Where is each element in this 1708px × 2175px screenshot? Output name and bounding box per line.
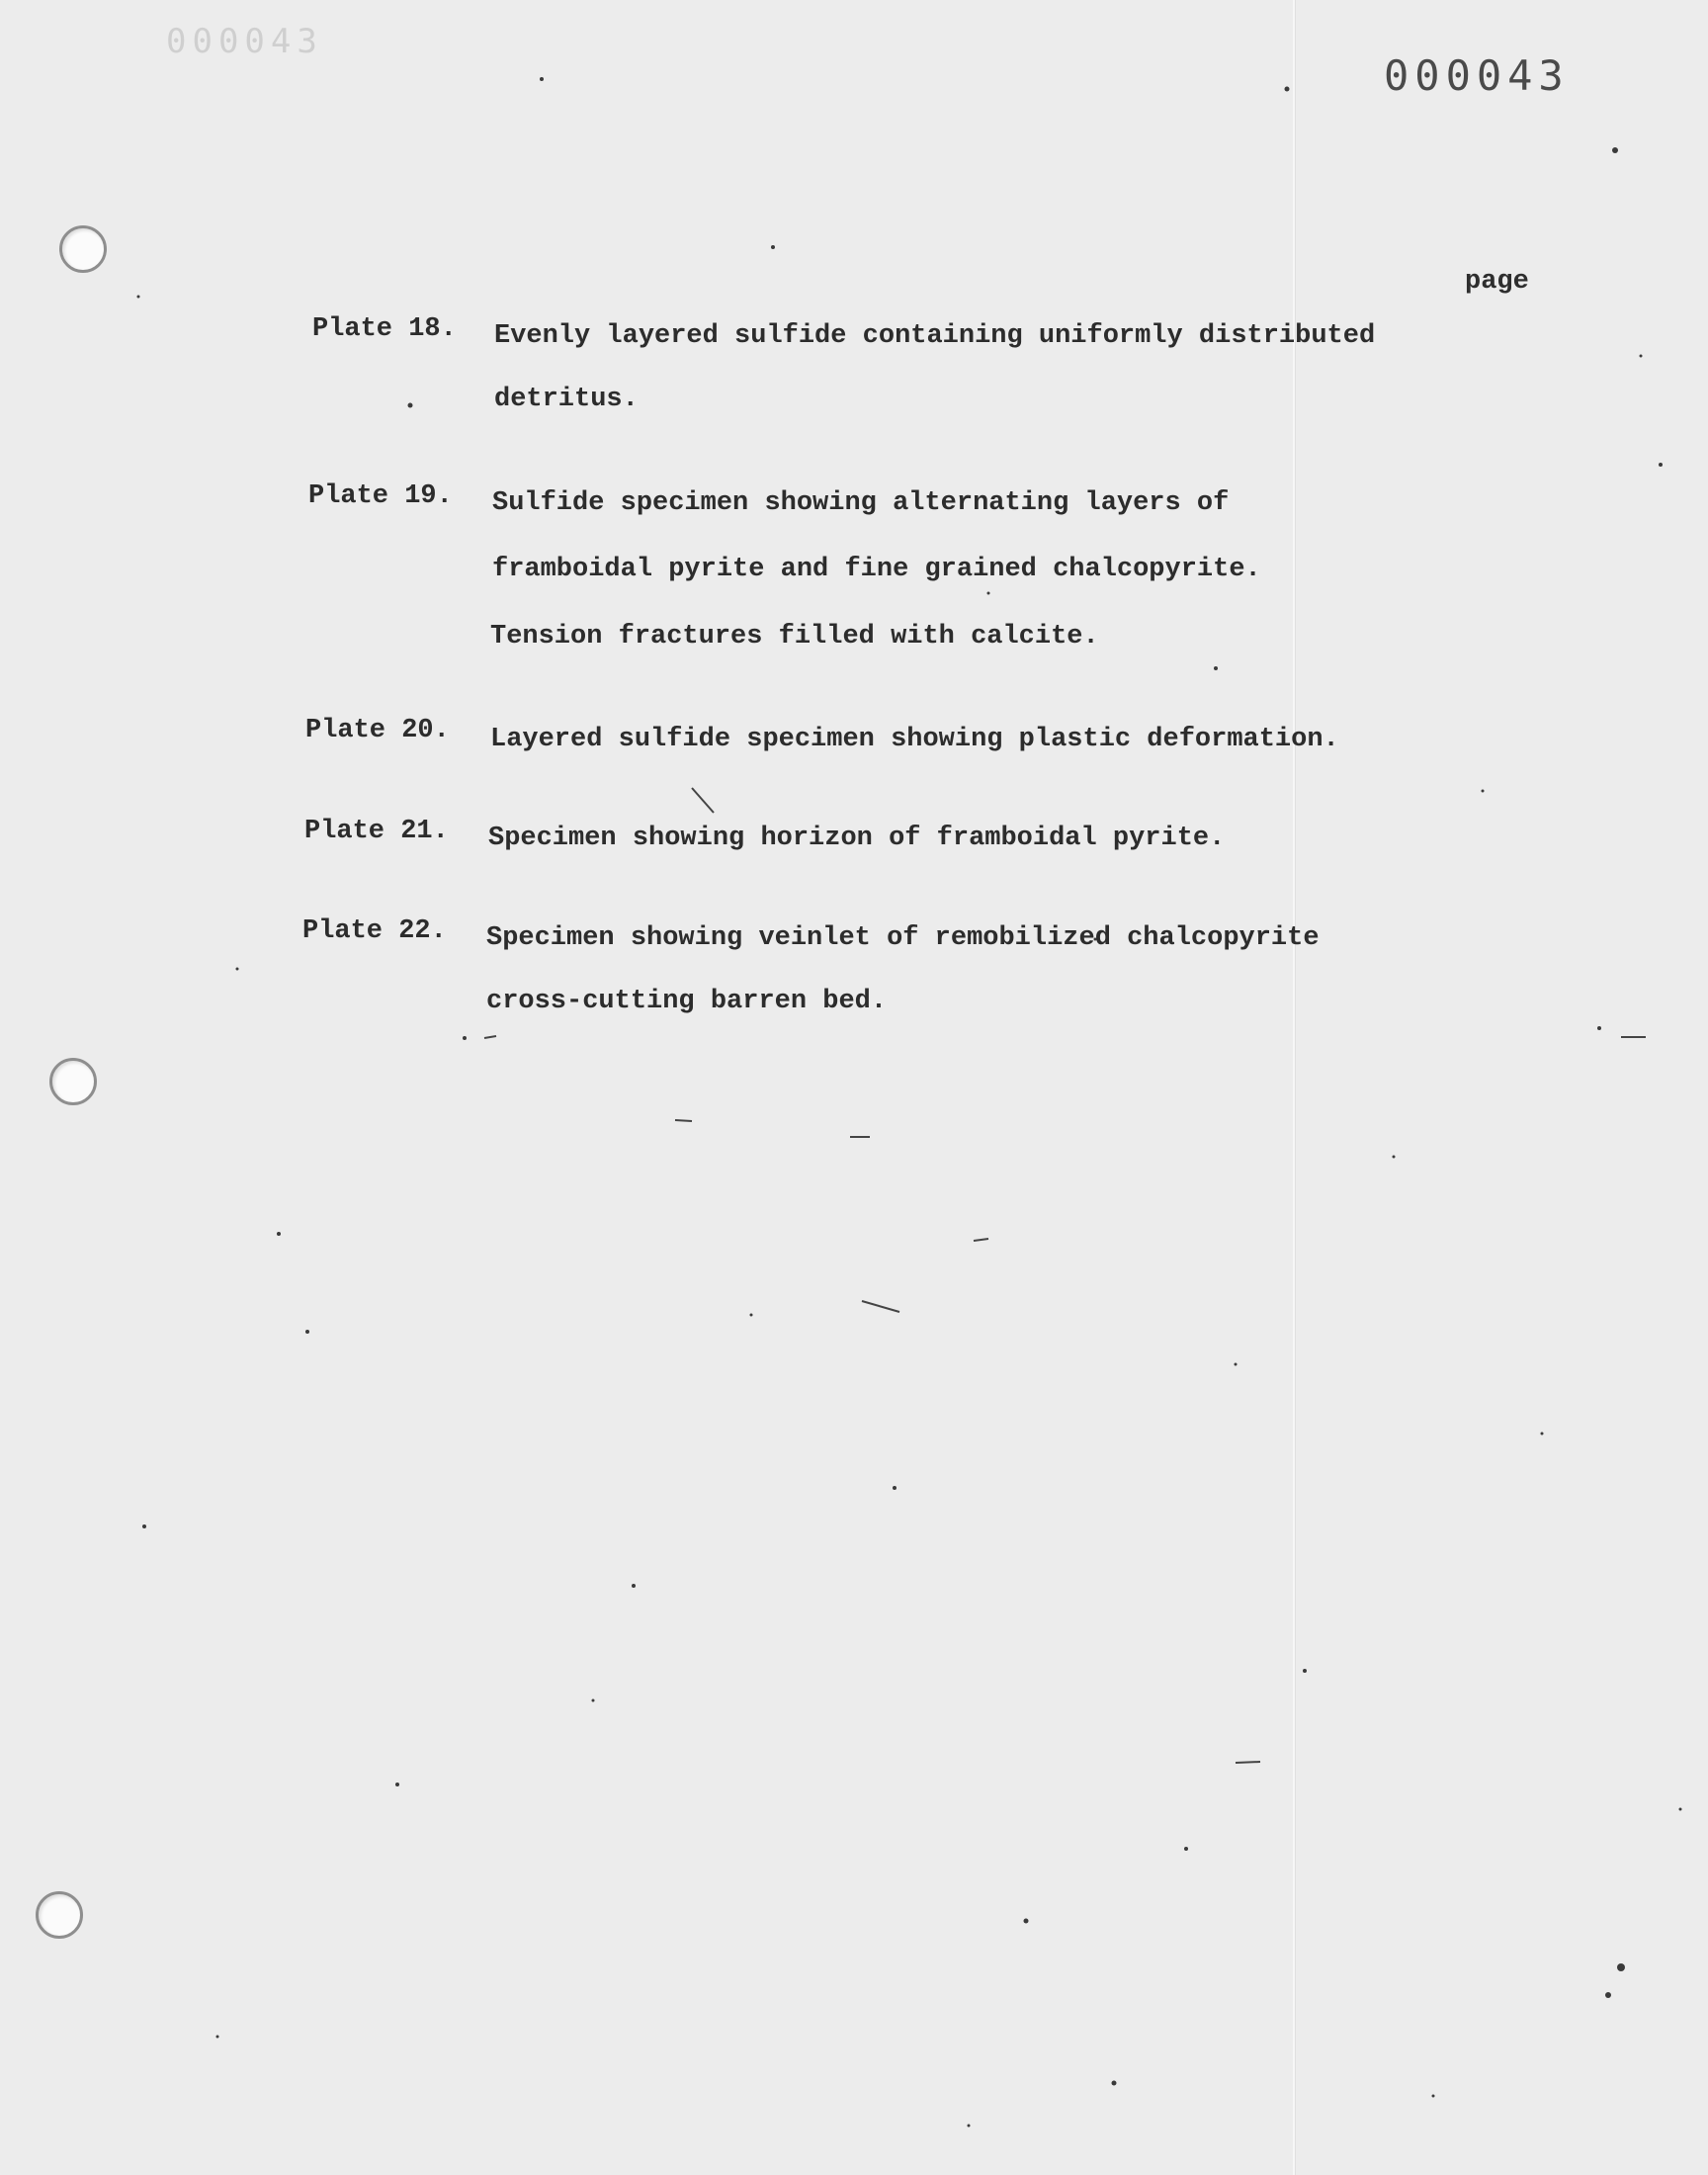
plate-label: Plate 19. xyxy=(308,481,453,511)
plate-description-line: Layered sulfide specimen showing plastic deformation. xyxy=(490,725,1339,754)
plate-label: Plate 22. xyxy=(302,916,447,946)
plate-description-line: Specimen showing horizon of framboidal pyrite. xyxy=(488,824,1226,853)
plate-label: Plate 18. xyxy=(312,314,457,344)
plate-label: Plate 21. xyxy=(304,817,449,846)
document-number: 000043 xyxy=(1384,51,1570,100)
punch-hole-top xyxy=(59,225,107,273)
punch-hole-bottom xyxy=(36,1891,83,1939)
plate-description-line: Specimen showing veinlet of remobilized chalcopyrite xyxy=(486,923,1320,953)
page-column-header: page xyxy=(1465,267,1529,297)
faint-stamp: 000043 xyxy=(166,22,323,61)
plate-label: Plate 20. xyxy=(305,716,450,745)
plate-description-line: Tension fractures filled with calcite. xyxy=(490,622,1099,652)
plate-description-line: cross-cutting barren bed. xyxy=(486,987,888,1016)
punch-hole-middle xyxy=(49,1058,97,1105)
plate-description-line: detritus. xyxy=(494,385,639,414)
plate-description-line: Evenly layered sulfide containing uniformly distributed xyxy=(494,321,1376,351)
plate-description-line: Sulfide specimen showing alternating layers of xyxy=(492,488,1230,518)
plate-description-line: framboidal pyrite and fine grained chalcopyrite. xyxy=(492,555,1261,584)
